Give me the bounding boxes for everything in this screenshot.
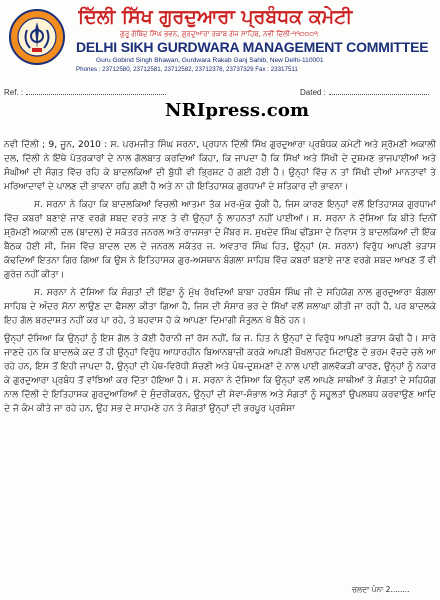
committee-title-punjabi: ਦਿੱਲੀ ਸਿੱਖ ਗੁਰਦੁਆਰਾ ਪ੍ਰਬੰਧਕ ਕਮੇਟੀ [78,6,353,28]
source-watermark: NRIpress.com [165,100,310,121]
committee-address-punjabi: ਗੁਰੂ ਗੋਬਿੰਦ ਸਿੰਘ ਭਵਨ, ਗੁਰਦੁਆਰਾ ਰਕਾਬ ਗੰਜ ਸਾਹਿਬ, ਨਵੀਂ ਦਿੱਲੀ-੧੧੦੦੦੧ [120,30,318,38]
paragraph-1: ਨਵੀ ਦਿੱਲੀ ; 9, ਜੂਨ, 2010 : ਸ. ਪਰਮਜੀਤ ਸਿੰਘ ਸਰਨਾ, ਪ੍ਰਧਾਨ ਦਿੱਲੀ ਸਿੱਖ ਗੁਰਦੁਆਰਾ ਪ੍ਰਬੰਧਕ ਕਮੇਟੀ ਅਤੇ ਸ਼੍ਰੋਮਣੀ ਅਕਾਲੀ ਦਲ, ਦਿੱਲੀ ਨੇ ਇੱਥੇ ਪੱਤਰਕਾਰਾਂ ਦੇ ਨਾਲ ਗੱਲਬਾਤ ਕਰਦਿਆਂ ਕਿਹਾ, ਕਿ ਜਾਪਦਾ ਹੈ ਕਿ ਸਿੱਖਾਂ ਅਤੇ ਸਿੱਖੀ ਦੇ ਦੁਸ਼ਮਣ ਭਾਜਪਾਈਆਂ ਅਤੇ ਸੰਘੀਆਂ ਦੀ ਸੰਗਤ ਵਿੱਚ ਰਹਿ ਕੇ ਬਾਦਲਕਿਆਂ ਦੀ ਬੁੱਧੀ ਵੀ ਭ੍ਰਿਸ਼ਟ ਹੋ ਗਈ ਹੋਈ ਹੈ। ਉਨ੍ਹਾਂ ਵਿੱਚ ਨ ਤਾਂ ਸਿੱਖੀ ਦੀਆਂ ਮਾਨਤਾਵਾਂ ਤੇ ਮਰਿਆਦਾਵਾਂ ਦੇ ਪਾਲਣ ਦੀ ਭਾਵਨਾ ਰਹਿ ਗਈ ਹੈ ਅਤੇ ਨਾ ਹੀ ਇਤਿਹਾਸਕ ਗੁਰਧਾਮਾਂ ਦੇ ਸਤਿਕਾਰ ਦੀ ਭਾਵਨਾ। [4,140,436,192]
ref-field [4,88,166,97]
paragraph-2: ਸ. ਸਰਨਾ ਨੇ ਕਿਹਾ ਕਿ ਬਾਦਲਕਿਆਂ ਵਿਚਲੀ ਆਤਮਾ ਤੱਕ ਮਰ-ਮੁੱਕ ਚੁੱਕੀ ਹੈ, ਜਿਸ ਕਾਰਣ ਇਨ੍ਹਾਂ ਵਲੋਂ ਇਤਿਹਾਸਕ ਗੁਰਧਾਮਾਂ ਵਿੱਚ ਕਬਰਾਂ ਬਣਾਏ ਜਾਣ ਵਰਗੇ ਸ਼ਬਦ ਵਰਤੇ ਜਾਣ ਤੇ ਵੀ ਉਨ੍ਹਾਂ ਨੂੰ ਲਾਹਨਤਾਂ ਨਹੀਂ ਪਾਈਆਂ। ਸ. ਸਰਨਾ ਨੇ ਦੱਸਿਆ ਕਿ ਬੀਤੇ ਦਿਨੀਂ ਸ਼੍ਰੋਮਣੀ ਅਕਾਲੀ ਦਲ (ਬਾਦਲ) ਦੇ ਸਕੱਤਰ ਜਨਰਲ ਅਤੇ ਰਾਜਸਭਾ ਦੇ ਮੈਂਬਰ ਸ. ਸੁਖਦੇਵ ਸਿੰਘ ਢੀਂਡਸਾ ਦੇ ਨਿਵਾਸ ਤੇ ਬਾਦਲਕਿਆਂ ਦੀ ਇੱਕ ਬੈਠਕ ਹੋਈ ਸੀ, ਜਿਸ ਵਿੱਚ ਬਾਦਲ ਦਲ ਦੇ ਜਨਰਲ ਸਕੱਤਰ ਜ. ਅਵਤਾਰ ਸਿੰਘ ਹਿਤ, ਉਨ੍ਹਾਂ (ਸ. ਸਰਨਾ) ਵਿਰੁੱਧ ਆਪਣੀ ਭੜਾਸ ਕੱਢਦਿਆਂ ਇਤਨਾ ਗਿਰ ਗਿਆ ਕਿ ਉਸ ਨੇ ਇਤਿਹਾਸਕ ਗੁਰ-ਅਸਥਾਨ ਬੰਗਲਾ ਸਾਹਿਬ ਵਿੱਚ ਕਬਰਾਂ ਬਣਾਏ ਜਾਣ ਵਰਗੇ ਸ਼ਬਦ ਆਖਣ ਤੋਂ ਵੀ ਗੁਰੇਜ਼ ਨਹੀਂ ਕੀਤਾ। [4,200,437,280]
committee-phones: Phones : 23712580, 23712581, 23712582, 23712378, 23737329 Fax : 23317511 [76,66,298,73]
dated-line [329,89,429,95]
ref-line [26,89,166,95]
ref-label: Ref. : [4,88,24,97]
dated-field [300,88,429,97]
committee-address-english: Guru Gobind Singh Bhawan, Gurdwara Rakab Ganj Sahib, New Delhi-110001 [96,57,324,64]
khanda-logo-icon [8,8,66,66]
letter-body [4,138,436,420]
continued-page-note: ਚਲਦਾ ਪੰਨਾ 2........ [352,585,410,594]
dated-label: Dated : [300,88,326,97]
committee-title-english: DELHI SIKH GURDWARA MANAGEMENT COMMITTEE [76,39,429,55]
paragraph-4: ਉਨ੍ਹਾਂ ਦੱਸਿਆ ਕਿ ਉਨ੍ਹਾਂ ਨੂੰ ਇਸ ਗੱਲ ਤੇ ਕੋਈ ਹੈਰਾਨੀ ਜਾਂ ਰੋਸ ਨਹੀਂ, ਕਿ ਜ. ਹਿਤ ਨੇ ਉਨ੍ਹਾਂ ਦੇ ਵਿਰੁੱਧ ਆਪਣੀ ਭੜਾਸ ਕੱਢੀ ਹੈ। ਸਾਰੇ ਜਾਣਦੇ ਹਨ ਕਿ ਬਾਦਲਕੇ ਕਦ ਤੋਂ ਹੀ ਉਨ੍ਹਾਂ ਵਿਰੁੱਧ ਆਧਾਰਹੀਨ ਬਿਆਨਬਾਜ਼ੀ ਕਰਕੇ ਆਪਣੀ ਬੌਖਲਾਹਟ ਮਿਟਾਉਣ ਦੇ ਭਰਮ ਵੱਚਦੇ ਚਲੇ ਆ ਰਹੇ ਹਨ, ਇਸ ਤੋਂ ਇਹੀ ਜਾਪਦਾ ਹੈ, ਉਨ੍ਹਾਂ ਦੀ ਪੰਥ-ਵਿਰੋਧੀ ਸੋਚਣੀ ਅਤੇ ਪੰਥ-ਦੁਸ਼ਮਣਾਂ ਦੇ ਨਾਲ ਪਾਈ ਗਲਵੱਕੜੀ ਕਾਰਣ, ਉਨ੍ਹਾਂ ਨੂੰ ਨਕਾਰ ਕੇ ਗੁਰਦੁਆਰਾ ਪ੍ਰਬੰਧ ਤੋਂ ਵਾਂਝਿਆਂ ਕਰ ਦਿੱਤਾ ਹੋਇਆ ਹੈ। ਸ. ਸਰਨਾ ਨੇ ਦੱਸਿਆ ਕਿ ਉਨ੍ਹਾਂ ਵਲੋਂ ਆਪਣੇ ਸਾਥੀਆਂ ਤੇ ਸੰਗਤਾਂ ਦੇ ਸਹਿਯੋਗ ਨਾਲ ਦਿੱਲੀ ਦੇ ਇਤਿਹਾਸਕ ਗੁਰਦੁਆਰਿਆਂ ਦੇ ਸੁੰਦਰੀਕਰਨ, ਉਨ੍ਹਾਂ ਦੀ ਸੇਵਾ-ਸੰਭਾਲ ਅਤੇ ਸੰਗਤਾਂ ਨੂੰ ਸਹੂਲਤਾਂ ਉਪਲਬਧ ਕਰਵਾਉਣ ਆਦਿ ਦੇ ਜੋ ਕੰਮ ਕੀਤੇ ਜਾ ਰਹੇ ਹਨ, ਉਹ ਸਭ ਦੇ ਸਾਹਮਣੇ ਹਨ ਤੇ ਸੰਗਤਾਂ ਉਨ੍ਹਾਂ ਦੀ ਭਰਪੂਰ ਪ੍ਰਸ਼ੰਸਾ [4,334,436,414]
paragraph-3: ਸ. ਸਰਨਾ ਨੇ ਦੱਸਿਆ ਕਿ ਸੰਗਤਾਂ ਦੀ ਇੱਛਾ ਨੂੰ ਮੁੱਖ ਰੱਖਦਿਆਂ ਬਾਬਾ ਹਰਬੰਸ ਸਿੰਘ ਜੀ ਦੇ ਸਹਿਯੋਗ ਨਾਲ ਗੁਰਦੁਆਰਾ ਬੰਗਲਾ ਸਾਹਿਬ ਦੇ ਅੰਦਰ ਸੋਨਾ ਲਾਉਣ ਦਾ ਫੈਸਲਾ ਕੀਤਾ ਗਿਆ ਹੈ, ਜਿਸ ਦੀ ਸੰਸਾਰ ਭਰ ਦੇ ਸਿੱਖਾਂ ਵਲੋਂ ਸ਼ਲਾਘਾ ਕੀਤੀ ਜਾ ਰਹੀ ਹੈ, ਪਰ ਬਾਦਲਕੇ ਇਹ ਗੱਲ ਬਰਦਾਸ਼ਤ ਨਹੀਂ ਕਰ ਪਾ ਰਹੇ, ਤੇ ਬਹਵਾਸ ਹੋ ਕੇ ਆਪਣਾ ਦਿਮਾਗੀ ਸੰਤੁਲਨ ਖੋ ਬੈਠੇ ਹਨ। [4,288,436,326]
